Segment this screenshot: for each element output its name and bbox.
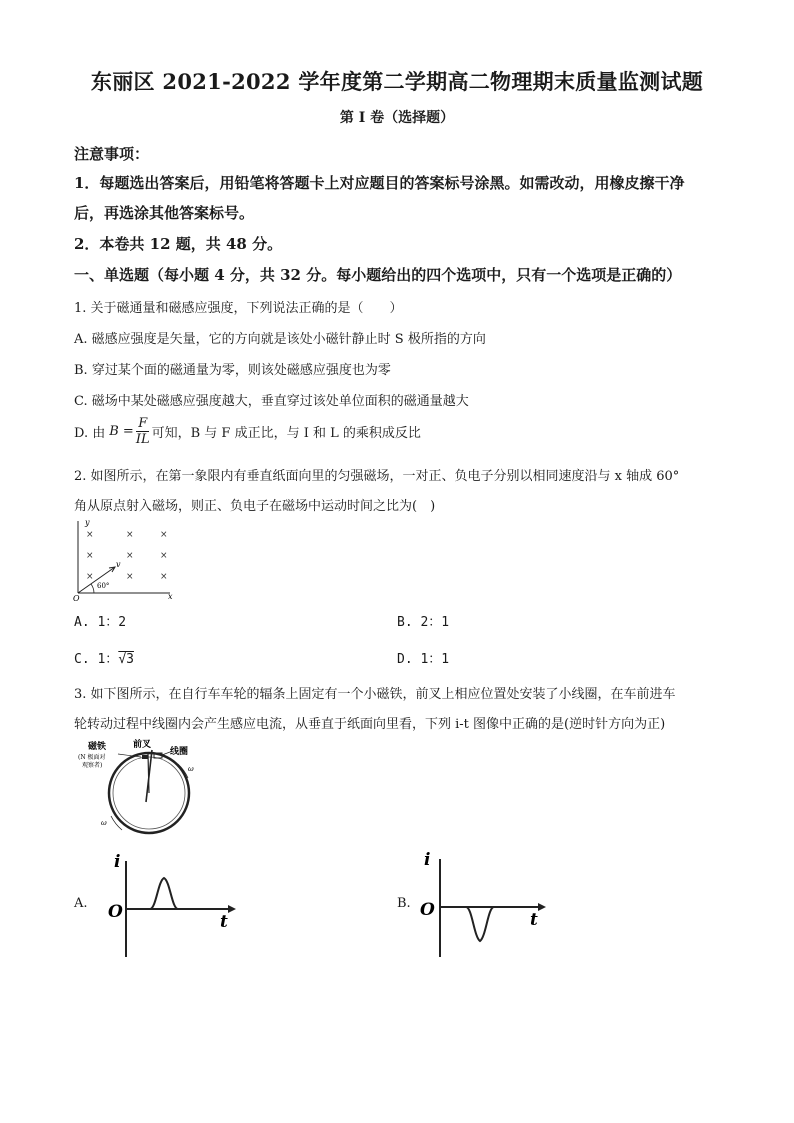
- q1-formula-numerator: F: [138, 416, 148, 431]
- q1-option-a: A. 磁感应强度是矢量，它的方向就是该处小磁针静止时 S 极所指的方向: [74, 332, 486, 347]
- q2-option-c-root: √3: [118, 652, 134, 667]
- q3-omega-label-bottom: ω: [101, 819, 107, 827]
- q1-option-d-prefix: D. 由: [74, 426, 106, 441]
- q2-y-label: y: [85, 518, 90, 527]
- note-item-1-line-1: 1．每题选出答案后，用铅笔将答题卡上对应题目的答案标号涂黑。如需改动，用橡皮擦干净: [74, 174, 685, 192]
- q2-field-cross: ×: [160, 551, 168, 561]
- q1-formula-fraction: [136, 416, 150, 447]
- q2-option-c: [74, 648, 134, 667]
- q2-magnetic-field-figure: [70, 515, 185, 601]
- q2-option-b: B. 2：1: [397, 615, 450, 630]
- q3-coil-label: 线圈: [170, 747, 189, 757]
- q3-graph-b-origin: O: [420, 900, 435, 920]
- q1-option-d: [74, 416, 421, 447]
- q2-velocity-label: v: [116, 560, 121, 569]
- q1-option-c: C. 磁场中某处磁感应强度越大，垂直穿过该处单位面积的磁通量越大: [74, 394, 469, 409]
- q2-field-cross: ×: [160, 572, 168, 582]
- q2-stem-line-2: 角从原点射入磁场，则正、负电子在磁场中运动时间之比为( ): [74, 499, 436, 514]
- q3-stem-line-2: 轮转动过程中线圈内会产生感应电流，从垂直于纸面向里看，下列 i-t 图像中正确的是(逆时针方向为正): [74, 717, 666, 732]
- q1-stem: 1. 关于磁通量和磁感应强度，下列说法正确的是（ ）: [74, 301, 403, 316]
- note-item-1-line-2: 后，再选涂其他答案标号。: [74, 204, 255, 222]
- section-heading: 一、单选题（每小题 4 分，共 32 分。每小题给出的四个选项中，只有一个选项是正确的）: [74, 266, 682, 284]
- q3-stem-line-1: 3. 如下图所示，在自行车车轮的辐条上固定有一个小磁铁，前叉上相应位置处安装了小线圈，在车前进车: [74, 687, 676, 702]
- exam-subtitle: 第 I 卷（选择题）: [339, 110, 455, 126]
- q3-graph-a: [100, 845, 240, 960]
- q3-graph-a-t-label: t: [220, 912, 228, 932]
- q3-magnet-label: 磁铁: [88, 742, 107, 752]
- q2-option-c-prefix: C. 1：: [74, 652, 119, 667]
- q3-fork-label: 前叉: [133, 740, 152, 750]
- q2-field-cross: ×: [126, 572, 134, 582]
- q3-graph-b: [410, 845, 550, 960]
- q2-option-a: A. 1：2: [74, 615, 127, 630]
- q3-graph-a-t-arrow: [228, 905, 236, 913]
- q3-magnet-note-2: 观察者): [82, 762, 103, 769]
- q3-graph-a-curve: [126, 878, 228, 909]
- q3-graph-a-origin: O: [108, 902, 123, 922]
- q3-graph-b-i-label: i: [424, 850, 431, 870]
- notes-heading: 注意事项：: [74, 145, 150, 163]
- q1-formula-denominator: IL: [135, 432, 150, 447]
- q2-stem-line-1: 2. 如图所示，在第一象限内有垂直纸面向里的匀强磁场，一对正、负电子分别以相同速度沿与 x 轴成 60°: [74, 469, 680, 484]
- q1-option-d-suffix: 可知，B 与 F 成正比，与 I 和 L 的乘积成反比: [151, 426, 421, 441]
- q2-angle-arc: [91, 584, 94, 593]
- q2-field-cross: ×: [86, 572, 94, 582]
- q2-angle-label: 60°: [97, 582, 110, 590]
- q3-graph-a-i-label: i: [114, 852, 121, 872]
- q2-field-cross: ×: [126, 530, 134, 540]
- q1-option-b: B. 穿过某个面的磁通量为零，则该处磁感应强度也为零: [74, 363, 391, 378]
- q3-graph-b-t-arrow: [538, 903, 546, 911]
- q2-field-cross: ×: [160, 530, 168, 540]
- q2-field-cross: ×: [126, 551, 134, 561]
- q2-option-d: D. 1：1: [397, 652, 450, 667]
- note-item-2: 2．本卷共 12 题，共 48 分。: [74, 235, 283, 253]
- q2-field-cross: ×: [86, 530, 94, 540]
- q3-graph-b-curve: [440, 907, 538, 941]
- exam-title: 东丽区 2021-2022 学年度第二学期高二物理期末质量监测试题: [90, 69, 704, 94]
- q3-option-a-label: A.: [74, 896, 88, 911]
- q3-bicycle-wheel-figure: [74, 738, 204, 840]
- q2-x-label: x: [168, 592, 173, 601]
- q3-magnet: [142, 755, 148, 759]
- q3-option-b-label: B.: [397, 896, 411, 911]
- q3-graph-b-t-label: t: [530, 910, 538, 930]
- q1-formula-lhs: B =: [109, 424, 134, 439]
- q2-field-cross: ×: [86, 551, 94, 561]
- q3-omega-label-top: ω: [188, 765, 194, 773]
- q3-coil-leader: [162, 752, 170, 755]
- q2-origin-label: O: [73, 594, 80, 601]
- q3-magnet-note-1: (N 极面对: [78, 754, 106, 761]
